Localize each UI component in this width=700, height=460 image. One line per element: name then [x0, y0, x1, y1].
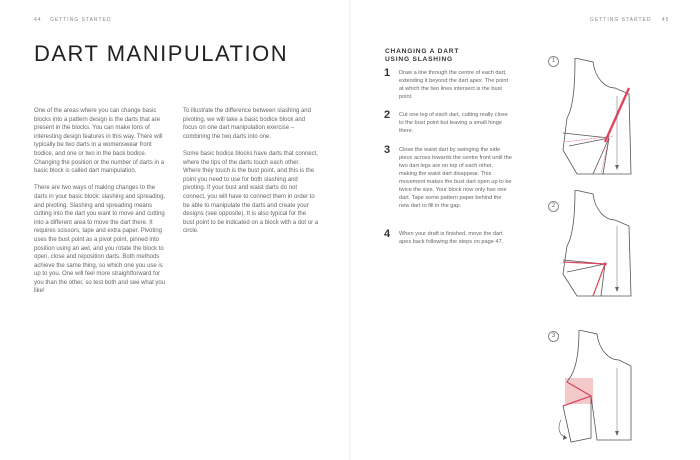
- left-column-2: [183, 107, 319, 245]
- section-heading-line-1: CHANGING A DART: [385, 48, 460, 55]
- step-number: 3: [384, 144, 391, 156]
- grain-arrow-icon: [615, 165, 619, 170]
- figure-label-3: 3: [548, 331, 559, 342]
- bodice-outline: [563, 58, 631, 174]
- bodice-outline: [563, 190, 631, 296]
- figure-3-bodice-diagram: [555, 330, 645, 450]
- step-text: Draw a line through the centre of each dart, extending it beyond the dart apex. The point at which the two lines intersect is the bust point.: [399, 70, 509, 100]
- swing-arrow: [559, 420, 567, 438]
- grain-arrow-icon: [615, 431, 619, 436]
- step-number: 4: [384, 228, 391, 240]
- left-running-head: [34, 17, 111, 23]
- right-running-head-text: GETTING STARTED: [590, 17, 652, 23]
- step-text: Close the waist dart by swinging the side piece across towards the centre front until the two dart legs are on top of each other, making the waist dart disappear. This movement makes the bust dart open up to be twice the size. Your block now only has one dart. Tape some pattern paper behind the new dart to fill in the gap.: [399, 147, 512, 209]
- book-gutter: [349, 0, 351, 460]
- figure-label-2: 2: [548, 201, 559, 212]
- step-number: 1: [384, 67, 391, 79]
- left-running-head-text: GETTING STARTED: [49, 17, 112, 23]
- figure-label-1: 1: [548, 56, 559, 67]
- figure-2-bodice-diagram: [555, 190, 645, 300]
- col2-paragraph-1: To illustrate the difference between slashing and pivoting, we will take a basic bodice block and focus on one dart manipulation exercise – combining the two darts into one.: [183, 108, 311, 140]
- section-heading: [385, 48, 459, 64]
- col1-paragraph-1: One of the areas where you can change basic blocks into a pattern design is the darts that are present in the blocks. You can make tons of interesting design features in this way. There will typically be two darts in a womenswear front bodice, and one or two in the back bodice. Changing the position or the number of darts in a basic block is called dart manipulation.: [34, 108, 165, 175]
- right-page-number: 45: [661, 17, 670, 23]
- col2-paragraph-2: Some basic bodice blocks have darts that connect, where the tips of the darts touch each other. Where they touch is the bust point, and this is the point you need to use for both slashing and pivoting. If your bust and waist darts do not connect, you will have to connect them in order to be able to manipulate the darts and create your designs (see opposite). It is also typical for the bust point to be indicated on a block with a dot or a circle.: [183, 150, 319, 235]
- left-column-1: [34, 107, 168, 305]
- step-text: When your draft is finished, move the dart apex back following the steps on page 47.: [399, 231, 504, 245]
- hinge-point-icon: [603, 262, 606, 265]
- section-heading-line-2: USING SLASHING: [385, 56, 453, 63]
- left-page-number: 44: [34, 17, 42, 23]
- step-number: 2: [384, 109, 391, 121]
- grain-arrow-icon: [615, 287, 619, 292]
- page-title: DART MANIPULATION: [34, 41, 289, 66]
- right-running-head: [590, 17, 669, 23]
- step-text: Cut one leg of each dart, cutting really close to the bust point but leaving a small hinge there.: [399, 112, 508, 134]
- swing-arrow-icon: [563, 435, 567, 440]
- figure-1-bodice-diagram: [555, 58, 645, 178]
- col1-paragraph-2: There are two ways of making changes to the darts in your basic block: slashing and spreading, and pivoting. Slashing and spreading means cutting into the dart you want to move and cutting into a different area to move the dart there. It requires scissors, tape and extra paper. Pivoting uses the bust point as a pivot point, pinned into position using an awl, and you rotate the block to open, close and reposition darts. Both methods achieve the same thing, so which one you use is up to you. One will feel more straightforward for you than the other, so test both and see what you like!: [34, 185, 166, 295]
- waist-dart: [593, 138, 609, 174]
